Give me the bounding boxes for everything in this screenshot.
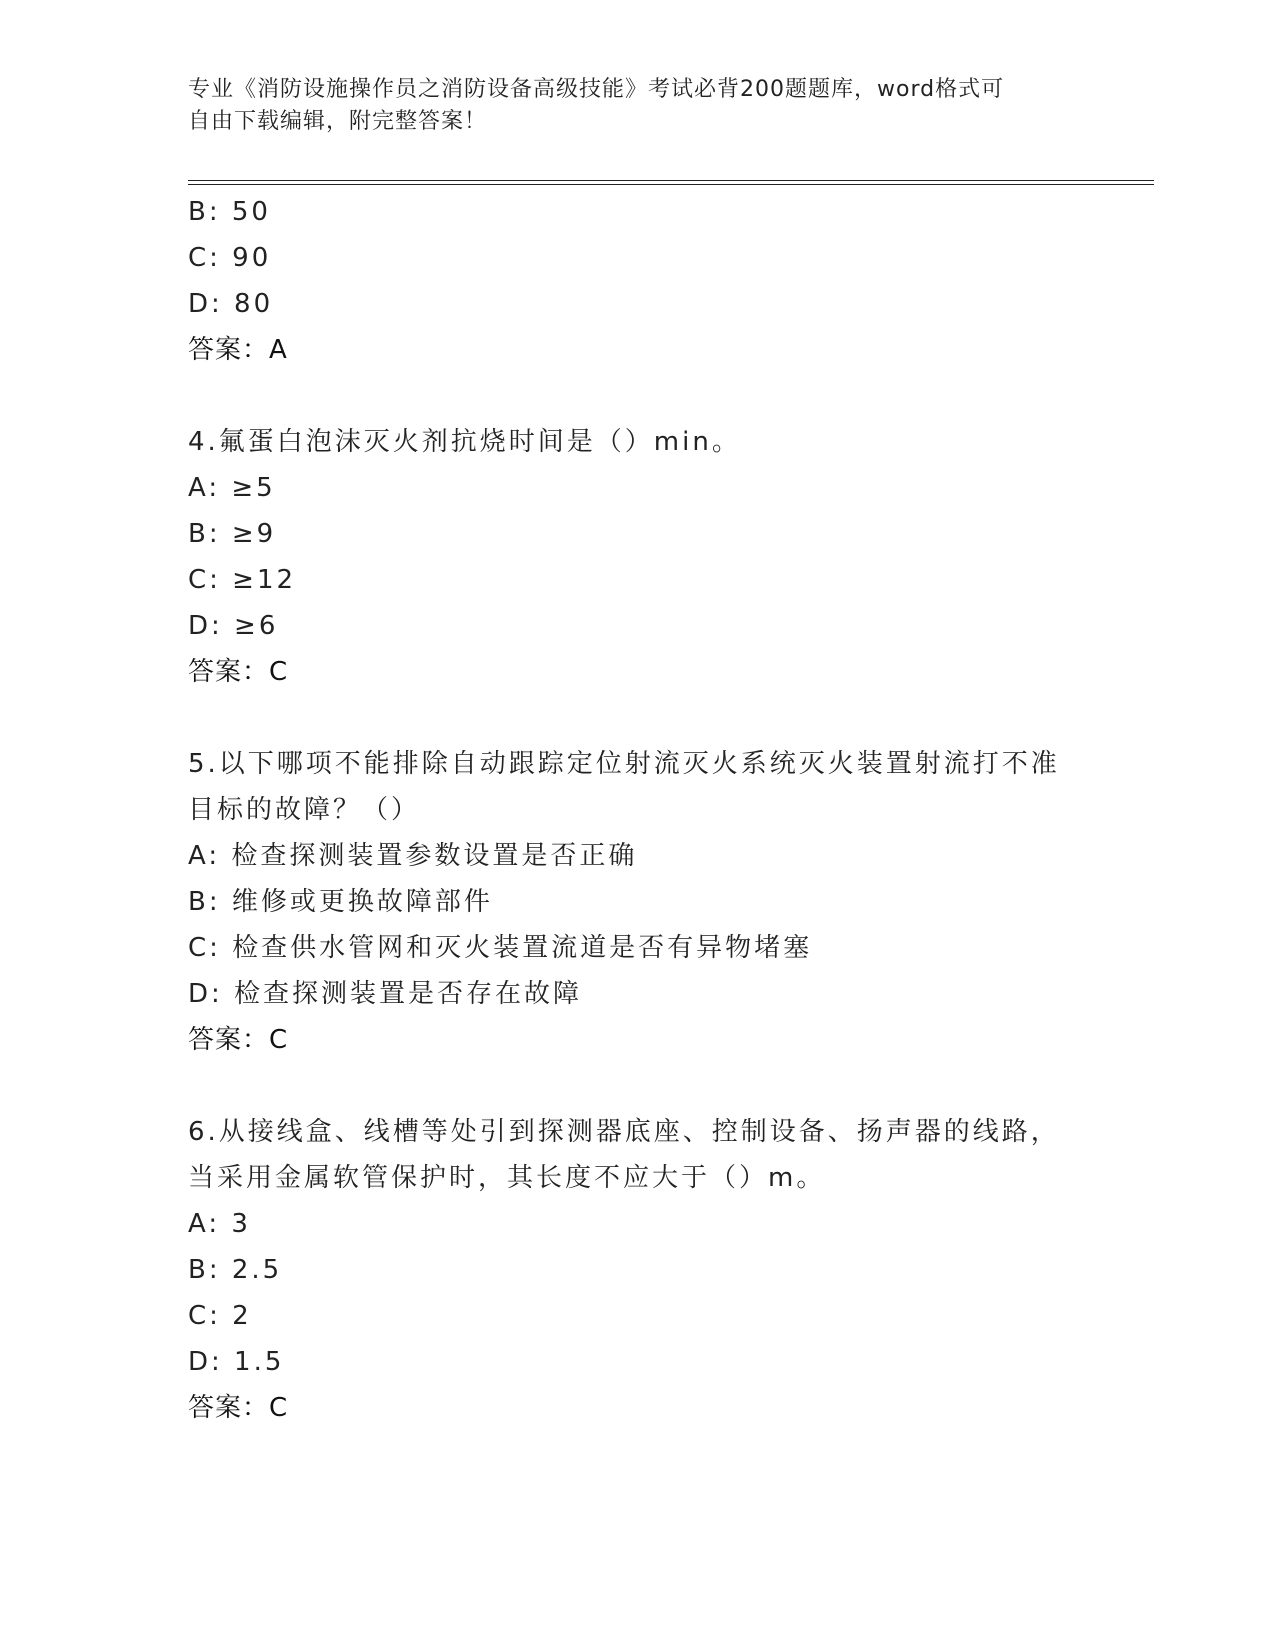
option-d: D: 1.5 <box>188 1347 285 1377</box>
option-b: B: 维修或更换故障部件 <box>188 887 493 917</box>
header-line-2: 自由下载编辑，附完整答案！ <box>188 109 488 134</box>
document-header <box>188 74 1068 138</box>
option-b: B: 50 <box>188 197 271 227</box>
spacer <box>188 1063 1108 1109</box>
option-c: C: 90 <box>188 243 272 273</box>
question-6-block <box>188 1109 1108 1431</box>
option-b: B: ≥9 <box>188 519 277 549</box>
option-d: D: ≥6 <box>188 611 279 641</box>
question-4-block <box>188 419 1108 695</box>
question-text: 4.氟蛋白泡沫灭火剂抗烧时间是（）min。 <box>188 427 741 457</box>
header-divider-top <box>188 180 1154 181</box>
header-line-1: 专业《消防设施操作员之消防设备高级技能》考试必背200题题库，word格式可 <box>188 77 1005 102</box>
option-a: A: ≥5 <box>188 473 276 503</box>
answer-line: 答案：C <box>188 1393 289 1423</box>
answer-line: 答案：A <box>188 335 288 365</box>
question-content <box>188 189 1108 1431</box>
spacer <box>188 695 1108 741</box>
option-a: A: 3 <box>188 1209 251 1239</box>
question-text-line-2: 当采用金属软管保护时，其长度不应大于（）m。 <box>188 1163 826 1193</box>
option-d: D: 80 <box>188 289 274 319</box>
header-divider-bottom <box>188 184 1154 185</box>
option-b: B: 2.5 <box>188 1255 283 1285</box>
option-d: D: 检查探测装置是否存在故障 <box>188 979 583 1009</box>
question-text-line-2: 目标的故障？（） <box>188 795 421 825</box>
option-c: C: ≥12 <box>188 565 297 595</box>
answer-line: 答案：C <box>188 1025 289 1055</box>
question-text-line-1: 5.以下哪项不能排除自动跟踪定位射流灭火系统灭火装置射流打不准 <box>188 749 1060 779</box>
question-5-block <box>188 741 1108 1063</box>
option-a: A: 检查探测装置参数设置是否正确 <box>188 841 638 871</box>
question-3-block <box>188 189 1108 373</box>
option-c: C: 2 <box>188 1301 252 1331</box>
question-text-line-1: 6.从接线盒、线槽等处引到探测器底座、控制设备、扬声器的线路， <box>188 1117 1060 1147</box>
spacer <box>188 373 1108 419</box>
answer-line: 答案：C <box>188 657 289 687</box>
option-c: C: 检查供水管网和灭火装置流道是否有异物堵塞 <box>188 933 813 963</box>
